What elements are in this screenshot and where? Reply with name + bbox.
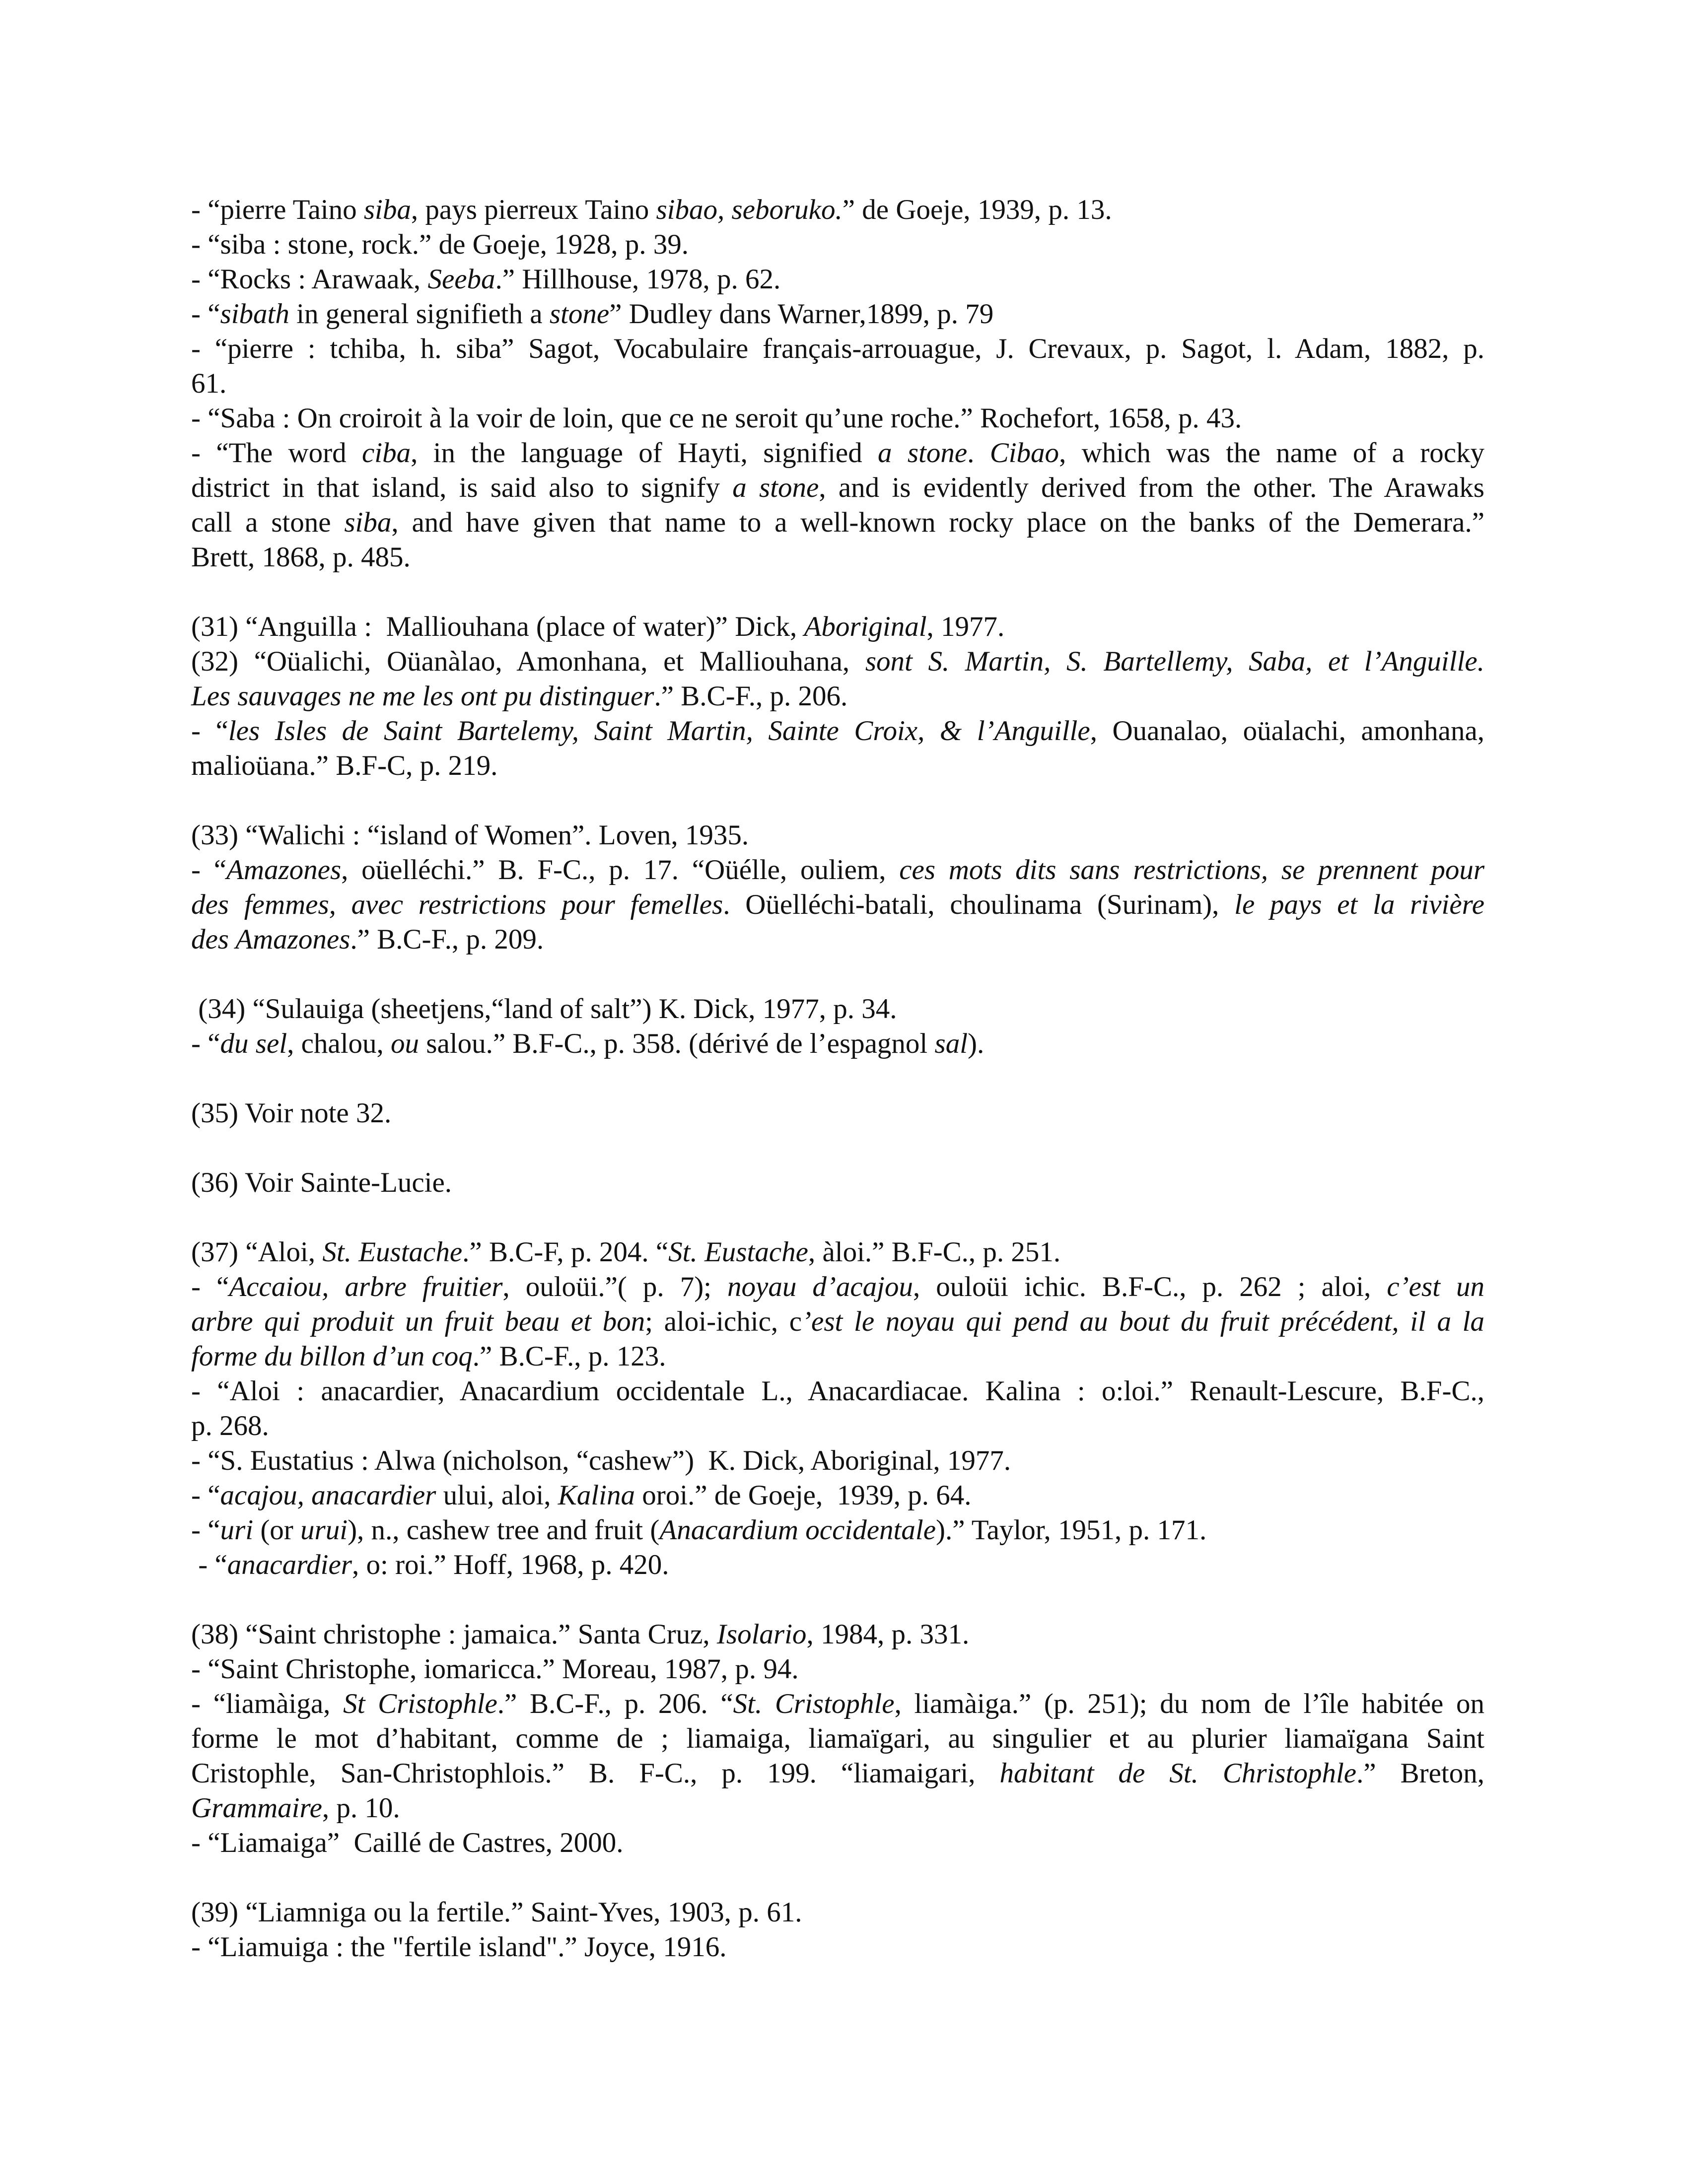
- text-run: - “: [191, 1480, 220, 1511]
- paragraph-gap: [191, 1200, 1484, 1235]
- text-run: oroi.” de Goeje, 1939, p. 64.: [634, 1480, 972, 1511]
- text-run: , ouloüi.”( p. 7);: [502, 1271, 728, 1302]
- italic-text: ces mots dits sans restrictions, se prennent pour: [899, 854, 1485, 886]
- text-run: - “: [191, 854, 227, 886]
- text-run: - “pierre Taino: [191, 194, 364, 225]
- text-run: in general signifieth a: [289, 298, 550, 330]
- text-run: - “Saint Christophe, iomaricca.” Moreau, 1987, p. 94.: [191, 1653, 799, 1685]
- text-line: [191, 1374, 1484, 1409]
- text-line: [191, 922, 1484, 957]
- text-run: (39) “Liamniga ou la fertile.” Saint-Yves, 1903, p. 61.: [191, 1897, 802, 1928]
- italic-text: des femmes, avec restrictions pour femelles: [191, 889, 723, 920]
- text-line: [191, 401, 1484, 436]
- text-run: ” Dudley dans Warner,1899, p. 79: [609, 298, 994, 330]
- paragraph-gap: [191, 1582, 1484, 1617]
- text-line: [191, 193, 1484, 227]
- text-run: district in that island, is said also to signify: [191, 472, 733, 503]
- italic-text: c’est un: [1387, 1271, 1485, 1302]
- text-line: [191, 749, 1484, 783]
- text-line: [191, 366, 1484, 401]
- italic-text: siba: [344, 507, 392, 538]
- text-line: [191, 644, 1484, 679]
- italic-text: les Isles de Saint Bartelemy, Saint Martin, Sainte Croix, & l’Anguille: [228, 715, 1090, 747]
- text-run: (31) “Anguilla : Malliouhana (place of water)” Dick,: [191, 611, 804, 642]
- text-run: Cristophle, San-Christophlois.” B. F-C., p. 199. “liamaigari,: [191, 1758, 1000, 1789]
- text-run: ).” Taylor, 1951, p. 171.: [936, 1514, 1207, 1546]
- text-line: [191, 1791, 1484, 1826]
- text-run: malioüana.” B.F-C, p. 219.: [191, 750, 498, 781]
- text-line: [191, 1756, 1484, 1791]
- text-line: [191, 1652, 1484, 1687]
- text-line: [191, 332, 1484, 366]
- text-run: 61.: [191, 368, 227, 399]
- text-run: - “: [191, 1549, 227, 1580]
- italic-text: urui: [300, 1514, 348, 1546]
- text-run: - “The word: [191, 437, 362, 469]
- text-line: [191, 1478, 1484, 1513]
- text-run: , oüelléchi.” B. F-C., p. 17. “Oüélle, ouliem,: [341, 854, 900, 886]
- text-run: (32) “Oüalichi, Oüanàlao, Amonhana, et Malliouhana,: [191, 646, 865, 677]
- italic-text: des Amazones: [191, 924, 351, 955]
- text-run: , and have given that name to a well-known rocky place on the banks of the Demerara.”: [391, 507, 1484, 538]
- text-run: , in the language of Hayti, signified: [411, 437, 878, 469]
- text-line: [191, 1687, 1484, 1721]
- text-line: [191, 679, 1484, 714]
- text-line: [191, 505, 1484, 540]
- italic-text: Aboriginal: [804, 611, 927, 642]
- paragraph-gap: [191, 1061, 1484, 1096]
- text-run: - “Aloi : anacardier, Anacardium occidentale L., Anacardiacae. Kalina : o:loi.” Renault-Lescure, B.F-C.,: [191, 1375, 1484, 1407]
- text-run: , which was the name of a rocky: [1059, 437, 1485, 469]
- text-run: Brett, 1868, p. 485.: [191, 542, 411, 573]
- text-run: . Oüelléchi-batali, choulinama (Surinam),: [723, 889, 1235, 920]
- italic-text: habitant de St. Christophle: [999, 1758, 1357, 1789]
- text-run: .: [967, 437, 990, 469]
- text-run: , chalou,: [287, 1028, 391, 1059]
- paragraph-gap: [191, 957, 1484, 992]
- text-line: [191, 1165, 1484, 1200]
- text-run: call a stone: [191, 507, 345, 538]
- italic-text: Accaiou, arbre fruitier: [229, 1271, 503, 1302]
- italic-text: arbre qui produit un fruit beau et bon: [191, 1306, 645, 1337]
- italic-text: stone: [549, 298, 610, 330]
- italic-text: Les sauvages ne me les ont pu distinguer: [191, 681, 654, 712]
- text-line: [191, 540, 1484, 575]
- italic-text: Seeba: [427, 264, 495, 295]
- paragraph-gap: [191, 1860, 1484, 1895]
- text-line: [191, 1096, 1484, 1131]
- text-run: - “: [191, 1514, 220, 1546]
- italic-text: St. Eustache: [668, 1236, 808, 1268]
- text-line: [191, 853, 1484, 887]
- text-run: ului, aloi,: [436, 1480, 558, 1511]
- text-line: [191, 1339, 1484, 1374]
- text-line: [191, 1548, 1484, 1582]
- text-run: (34) “Sulauiga (sheetjens,“land of salt”) K. Dick, 1977, p. 34.: [191, 993, 897, 1024]
- italic-text: ’est le noyau qui pend au bout du fruit précédent, il a la: [802, 1306, 1484, 1337]
- text-run: .” B.C-F., p. 206.: [654, 681, 848, 712]
- italic-text: St. Eustache: [322, 1236, 463, 1268]
- italic-text: Kalina: [558, 1480, 635, 1511]
- text-run: p. 268.: [191, 1410, 269, 1441]
- text-line: [191, 818, 1484, 853]
- text-run: (35) Voir note 32.: [191, 1097, 392, 1129]
- document-page: [191, 193, 1484, 1965]
- text-line: [191, 1270, 1484, 1304]
- text-run: - “: [191, 298, 220, 330]
- text-run: salou.” B.F-C., p. 358. (dérivé de l’espagnol: [419, 1028, 935, 1059]
- text-run: .” B.C-F., p. 209.: [350, 924, 544, 955]
- text-line: [191, 1930, 1484, 1965]
- text-run: , pays pierreux Taino: [411, 194, 656, 225]
- italic-text: uri: [220, 1514, 254, 1546]
- text-run: - “: [191, 1028, 220, 1059]
- text-run: ), n., cashew tree and fruit (: [348, 1514, 660, 1546]
- text-run: (33) “Walichi : “island of Women”. Loven, 1935.: [191, 819, 749, 851]
- text-run: - “S. Eustatius : Alwa (nicholson, “cashew”) K. Dick, Aboriginal, 1977.: [191, 1445, 1011, 1476]
- text-run: (36) Voir Sainte-Lucie.: [191, 1167, 452, 1198]
- text-run: (37) “Aloi,: [191, 1236, 323, 1268]
- text-line: [191, 1513, 1484, 1548]
- text-run: - “: [191, 715, 228, 747]
- paragraph-gap: [191, 575, 1484, 610]
- text-run: .” Breton,: [1356, 1758, 1485, 1789]
- italic-text: sal: [934, 1028, 968, 1059]
- text-line: [191, 887, 1484, 922]
- italic-text: Amazones: [226, 854, 342, 886]
- italic-text: ou: [391, 1028, 420, 1059]
- text-run: - “Rocks : Arawaak,: [191, 264, 428, 295]
- text-run: (38) “Saint christophe : jamaica.” Santa Cruz,: [191, 1619, 717, 1650]
- italic-text: le pays et la rivière: [1234, 889, 1484, 920]
- text-run: , liamàiga.” (p. 251); du nom de l’île habitée on: [894, 1688, 1484, 1719]
- italic-text: du sel: [220, 1028, 287, 1059]
- italic-text: sibao, seboruko.: [656, 194, 843, 225]
- text-run: (or: [253, 1514, 301, 1546]
- text-run: - “: [191, 1271, 229, 1302]
- text-run: - “siba : stone, rock.” de Goeje, 1928, p. 39.: [191, 229, 689, 260]
- text-line: [191, 1895, 1484, 1930]
- text-run: , ouloüi ichic. B.F-C., p. 262 ; aloi,: [913, 1271, 1387, 1302]
- italic-text: sont S. Martin, S. Bartellemy, Saba, et l’Anguille.: [865, 646, 1484, 677]
- italic-text: noyau d’acajou: [727, 1271, 913, 1302]
- text-line: [191, 297, 1484, 332]
- italic-text: a stone: [878, 437, 968, 469]
- text-line: [191, 714, 1484, 749]
- text-run: .” B.C-F, p. 204. “: [462, 1236, 669, 1268]
- text-line: [191, 471, 1484, 505]
- italic-text: acajou, anacardier: [220, 1480, 436, 1511]
- text-line: [191, 227, 1484, 262]
- paragraph-gap: [191, 783, 1484, 818]
- text-run: ).: [968, 1028, 985, 1059]
- text-run: , and is evidently derived from the other. The Arawaks: [819, 472, 1484, 503]
- text-run: , 1984, p. 331.: [806, 1619, 970, 1650]
- text-line: [191, 1304, 1484, 1339]
- text-run: ” de Goeje, 1939, p. 13.: [842, 194, 1112, 225]
- text-line: [191, 1617, 1484, 1652]
- italic-text: ciba: [361, 437, 411, 469]
- text-run: forme le mot d’habitant, comme de ; liamaiga, liamaïgari, au singulier et au plurier liamaïgana Saint: [191, 1723, 1484, 1754]
- text-run: .” B.C-F., p. 123.: [472, 1341, 666, 1372]
- text-line: [191, 1443, 1484, 1478]
- text-run: ; aloi-ichic, c: [645, 1306, 802, 1337]
- italic-text: a stone: [732, 472, 819, 503]
- text-line: [191, 1826, 1484, 1860]
- text-line: [191, 992, 1484, 1026]
- text-run: - “Liamaiga” Caillé de Castres, 2000.: [191, 1827, 624, 1858]
- paragraph-gap: [191, 1131, 1484, 1165]
- italic-text: Cibao: [989, 437, 1059, 469]
- text-run: - “Liamuiga : the "fertile island".” Joyce, 1916.: [191, 1931, 727, 1963]
- italic-text: anacardier: [227, 1549, 352, 1580]
- text-run: .” B.C-F., p. 206. “: [497, 1688, 733, 1719]
- text-run: , 1977.: [926, 611, 1005, 642]
- text-run: , àloi.” B.F-C., p. 251.: [808, 1236, 1061, 1268]
- italic-text: sibath: [220, 298, 289, 330]
- text-line: [191, 1721, 1484, 1756]
- italic-text: Isolario: [716, 1619, 807, 1650]
- italic-text: St Cristophle: [343, 1688, 497, 1719]
- text-line: [191, 262, 1484, 297]
- text-run: .” Hillhouse, 1978, p. 62.: [495, 264, 781, 295]
- text-run: , p. 10.: [322, 1792, 400, 1824]
- text-line: [191, 1026, 1484, 1061]
- text-run: - “Saba : On croiroit à la voir de loin, que ce ne seroit qu’une roche.” Rochefort, 1658, p. 43.: [191, 403, 1242, 434]
- text-line: [191, 1409, 1484, 1443]
- text-run: - “pierre : tchiba, h. siba” Sagot, Vocabulaire français-arrouague, J. Crevaux, p. Sagot, l. Adam, 1882, p.: [191, 333, 1484, 364]
- text-line: [191, 1235, 1484, 1270]
- text-run: - “liamàiga,: [191, 1688, 344, 1719]
- text-line: [191, 436, 1484, 471]
- italic-text: Anacardium occidentale: [659, 1514, 936, 1546]
- italic-text: Grammaire: [191, 1792, 322, 1824]
- italic-text: forme du billon d’un coq: [191, 1341, 473, 1372]
- italic-text: siba: [363, 194, 411, 225]
- text-run: , Ouanalao, oüalachi, amonhana,: [1090, 715, 1484, 747]
- text-line: [191, 610, 1484, 644]
- text-run: , o: roi.” Hoff, 1968, p. 420.: [352, 1549, 669, 1580]
- italic-text: St. Cristophle: [733, 1688, 895, 1719]
